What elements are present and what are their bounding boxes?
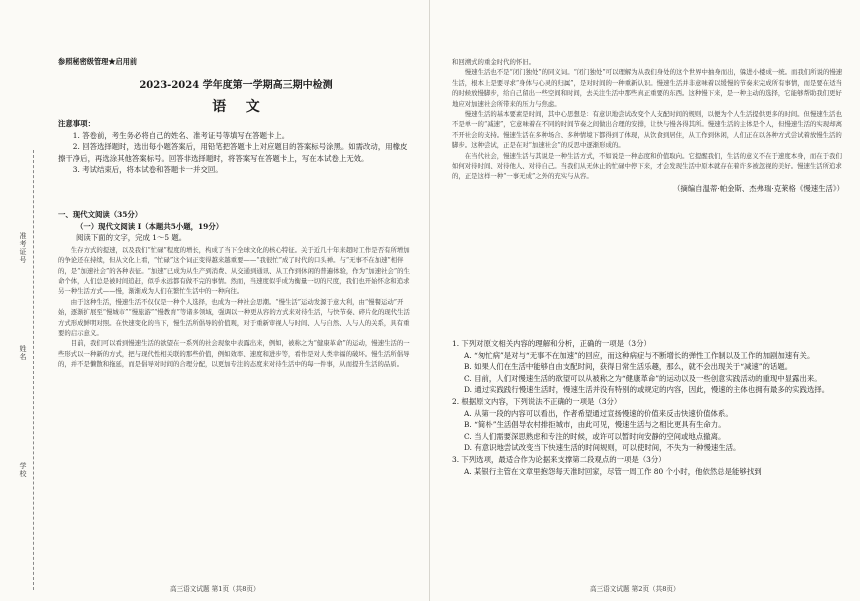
question-2-stem: 2. 根据原文内容，下列说法不正确的一项是（3分） bbox=[452, 396, 622, 406]
reading-instruction: 阅读下面的文字，完成 1～5 题。 bbox=[76, 233, 187, 243]
page-footer: 高三语文试题 第1页（共8页） bbox=[170, 585, 260, 593]
confidential-mark: 参照秘密级管理★启用前 bbox=[58, 57, 138, 66]
passage-top-line: 和回溯式的重金时代的怀旧。 bbox=[452, 58, 536, 66]
section-heading: 一、现代文阅读（35分） bbox=[58, 210, 143, 219]
question-3-stem: 3. 下列选项，最适合作为论据来支撑第二段观点的一项是（3分） bbox=[452, 454, 666, 464]
questions-block bbox=[452, 338, 844, 477]
question-2-option-d: D. 有意识地尝试改变当下快速生活的时间规则，可以使时间，不失为一种慢速生活。 bbox=[464, 443, 741, 453]
question-2-option-a: A. 从第一段的内容可以看出，作者希望通过宣扬慢速的价值来反击快速价值体系。 bbox=[464, 408, 733, 418]
note-item: 1. 答卷前，考生务必将自己的姓名、准考证号等填写在答题卡上。 bbox=[72, 130, 290, 140]
reading-section bbox=[58, 209, 414, 370]
note-item: 3. 考试结束后，将本试卷和答题卡一并交回。 bbox=[72, 165, 223, 175]
subject-title: 语 文 bbox=[212, 99, 260, 115]
note-item: 2. 回答选择题时，选出每小题答案后，用铅笔把答题卡上对应题目的答案标号涂黑。如需改动，用橡皮擦干净后，再选涂其他答案标号。回答非选择题时，将答案写在答题卡上，写在本试卷上无效。 bbox=[58, 142, 408, 163]
subsection-heading: （一）现代文阅读 I（本题共5小题，19分） bbox=[76, 221, 224, 231]
reading-passage-continued bbox=[452, 57, 844, 194]
margin-label-school: 学校 bbox=[19, 462, 27, 478]
passage-paragraph: 在当代社会，慢速生活与其说是一种生活方式，不如说是一种态度和价值取向。它提醒我们，生活的意义不在于速度本身，而在于我们如何对待时间、对待他人、对待自己。当我们从无休止的忙碌中停下来，才会发现生活中原本就存在着许多被忽视的美好。慢速生活所追求的，正是这样一种“一事无成”之外的充实与从容。 bbox=[452, 151, 842, 181]
margin-label-exam-number: 准考证号 bbox=[19, 232, 27, 264]
question-2-option-b: B. “简朴”生活倡导农村排拒城市，由此可见，慢速生活与之相比更具有生命力。 bbox=[464, 420, 726, 430]
passage-paragraph: 慢速生活也不是“闭门独处”的同义词。“闭门独处”可以理解为从我们身处的这个世界中抽身而出，躲进小楼成一统。而我们所说的慢速生活，根本上是要寻求“身体与心灵的归属”，是对时间的一种重新认识。慢速生活并非意味着以缓慢的节奏来完成所有事情，而是要在适当的时候放慢脚步，给自己留出一些空间和时间，去关注生活中那些真正重要的东西。这种慢下来，是一种主动的选择，它能够帮助我们更好地应对加速社会所带来的压力与焦虑。 bbox=[452, 68, 843, 108]
question-1-stem: 1. 下列对原文相关内容的理解和分析，正确的一项是（3分） bbox=[452, 339, 651, 348]
question-1-option-a: A. “匆忙病”是对与“无事不在加速”的回应，而这种病症与不断增长的弹性工作制以及工作的加剧加速有关。 bbox=[464, 350, 815, 360]
exam-page-2 bbox=[430, 0, 860, 601]
notes-heading: 注意事项： bbox=[58, 119, 95, 128]
passage-source: （摘编自温蒂·帕金斯、杰弗瑞·克莱格《慢速生活》） bbox=[673, 183, 844, 193]
binding-dashed-line bbox=[33, 150, 34, 590]
question-1-option-d: D. 通过实践践行慢速生活时，慢速生活并没有特别的或规定的内容，因此，慢速的主体也拥有最多的实践选择。 bbox=[464, 385, 830, 395]
question-2-option-c: C. 当人们需要深思熟虑和专注的时候，或许可以暂时向安静的空间或地点撤离。 bbox=[464, 431, 726, 441]
question-1-option-b: B. 如果人们在生活中能够自由支配时间，获得日常生活乐趣，那么，就不会出现关于“减速”的话题。 bbox=[464, 362, 793, 372]
passage-paragraph: 由于这种生活，慢速生活不仅仅是一种个人选择，也成为一种社会思潮。“慢生活”运动发源于意大利，由“慢餐运动”开始，逐渐扩展至“慢城市”“慢旅游”“慢教育”等诸多领域，强调以一种更从容的方式来对待生活，与快节奏、碎片化的现代生活方式形成鲜明对照。在快速变化的当下，慢生活所倡导的价值观，对于重新审视人与时间、人与自然、人与人的关系，具有重要的启示意义。 bbox=[58, 297, 410, 338]
page-footer: 高三语文试题 第2页（共8页） bbox=[590, 585, 680, 593]
question-1-option-c: C. 目前，人们对慢速生活的欲望可以从被称之为“健康革命”的运动以及一些创意实践活动的重现中显露出来。 bbox=[464, 373, 822, 383]
margin-label-name: 姓名 bbox=[19, 345, 27, 361]
instructions-block bbox=[58, 118, 414, 176]
passage-paragraph: 慢速生活的基本要素是时间，其中心思想是：有意识地尝试改变个人支配时间的规则，以便为个人生活提供更多的时间。但慢速生活也不是单一的“减速”，它意味着在不同的时间节奏之间做出合理的安排，让快与慢各得其所。慢速生活的主体是个人，但慢速生活的实现却离不开社会的支持。慢速生活在多种场合、多种情境下都得到了体现，从饮食到居住，从工作到休闲，人们正在以各种方式尝试着放慢生活的脚步。这种尝试，正是在对“加速社会”的反思中逐渐形成的。 bbox=[452, 110, 842, 150]
passage-paragraph: 生存方式的提速，以及我们“忙碌”程度的增长，构成了当下全球文化的核心特征。关于近几十年来超时工作是否有所增加的争论还在持续，但从文化上看，“忙碌”这个词正变得越来越重要——“我很忙”成了时代的口头禅。与“无事不在加速”相伴的，是“加速社会”的各种表征。“加速”已成为从生产到消费、从交通到通讯、从工作到休闲的普遍体验，作为“加速社会”的生命个体，人们总是被时间追赶，似乎永远都有做不完的事情。然而，当速度似乎成为衡量一切的尺度，我们也开始怀念和追求另一种生活方式——慢，渐渐成为人们在繁忙生活中的一种向往。 bbox=[58, 245, 410, 296]
exam-title: 2023-2024 学年度第一学期高三期中检测 bbox=[139, 80, 333, 91]
question-3-option-a: A. 某银行主管在文章里抱怨每天准时回家，尽管一周工作 80 个小时，他依然总是能够找到 bbox=[464, 466, 762, 476]
passage-paragraph: 目前，我们可以看到慢速生活的欲望在一系列的社会现象中表露出来，例如，被称之为“健康革命”的运动，慢速生活的一些形式以一种新的方式，把与现代性相关联的那些价值，例如效率、速度和进步等，看作是对人类幸福的破坏。慢生活所倡导的，并不是懒散和拖延，而是倡导对时间的合理分配，以更加专注的态度来对待生活中的每一件事，从而提升生活的品质。 bbox=[58, 339, 410, 369]
reading-passage bbox=[58, 245, 414, 370]
